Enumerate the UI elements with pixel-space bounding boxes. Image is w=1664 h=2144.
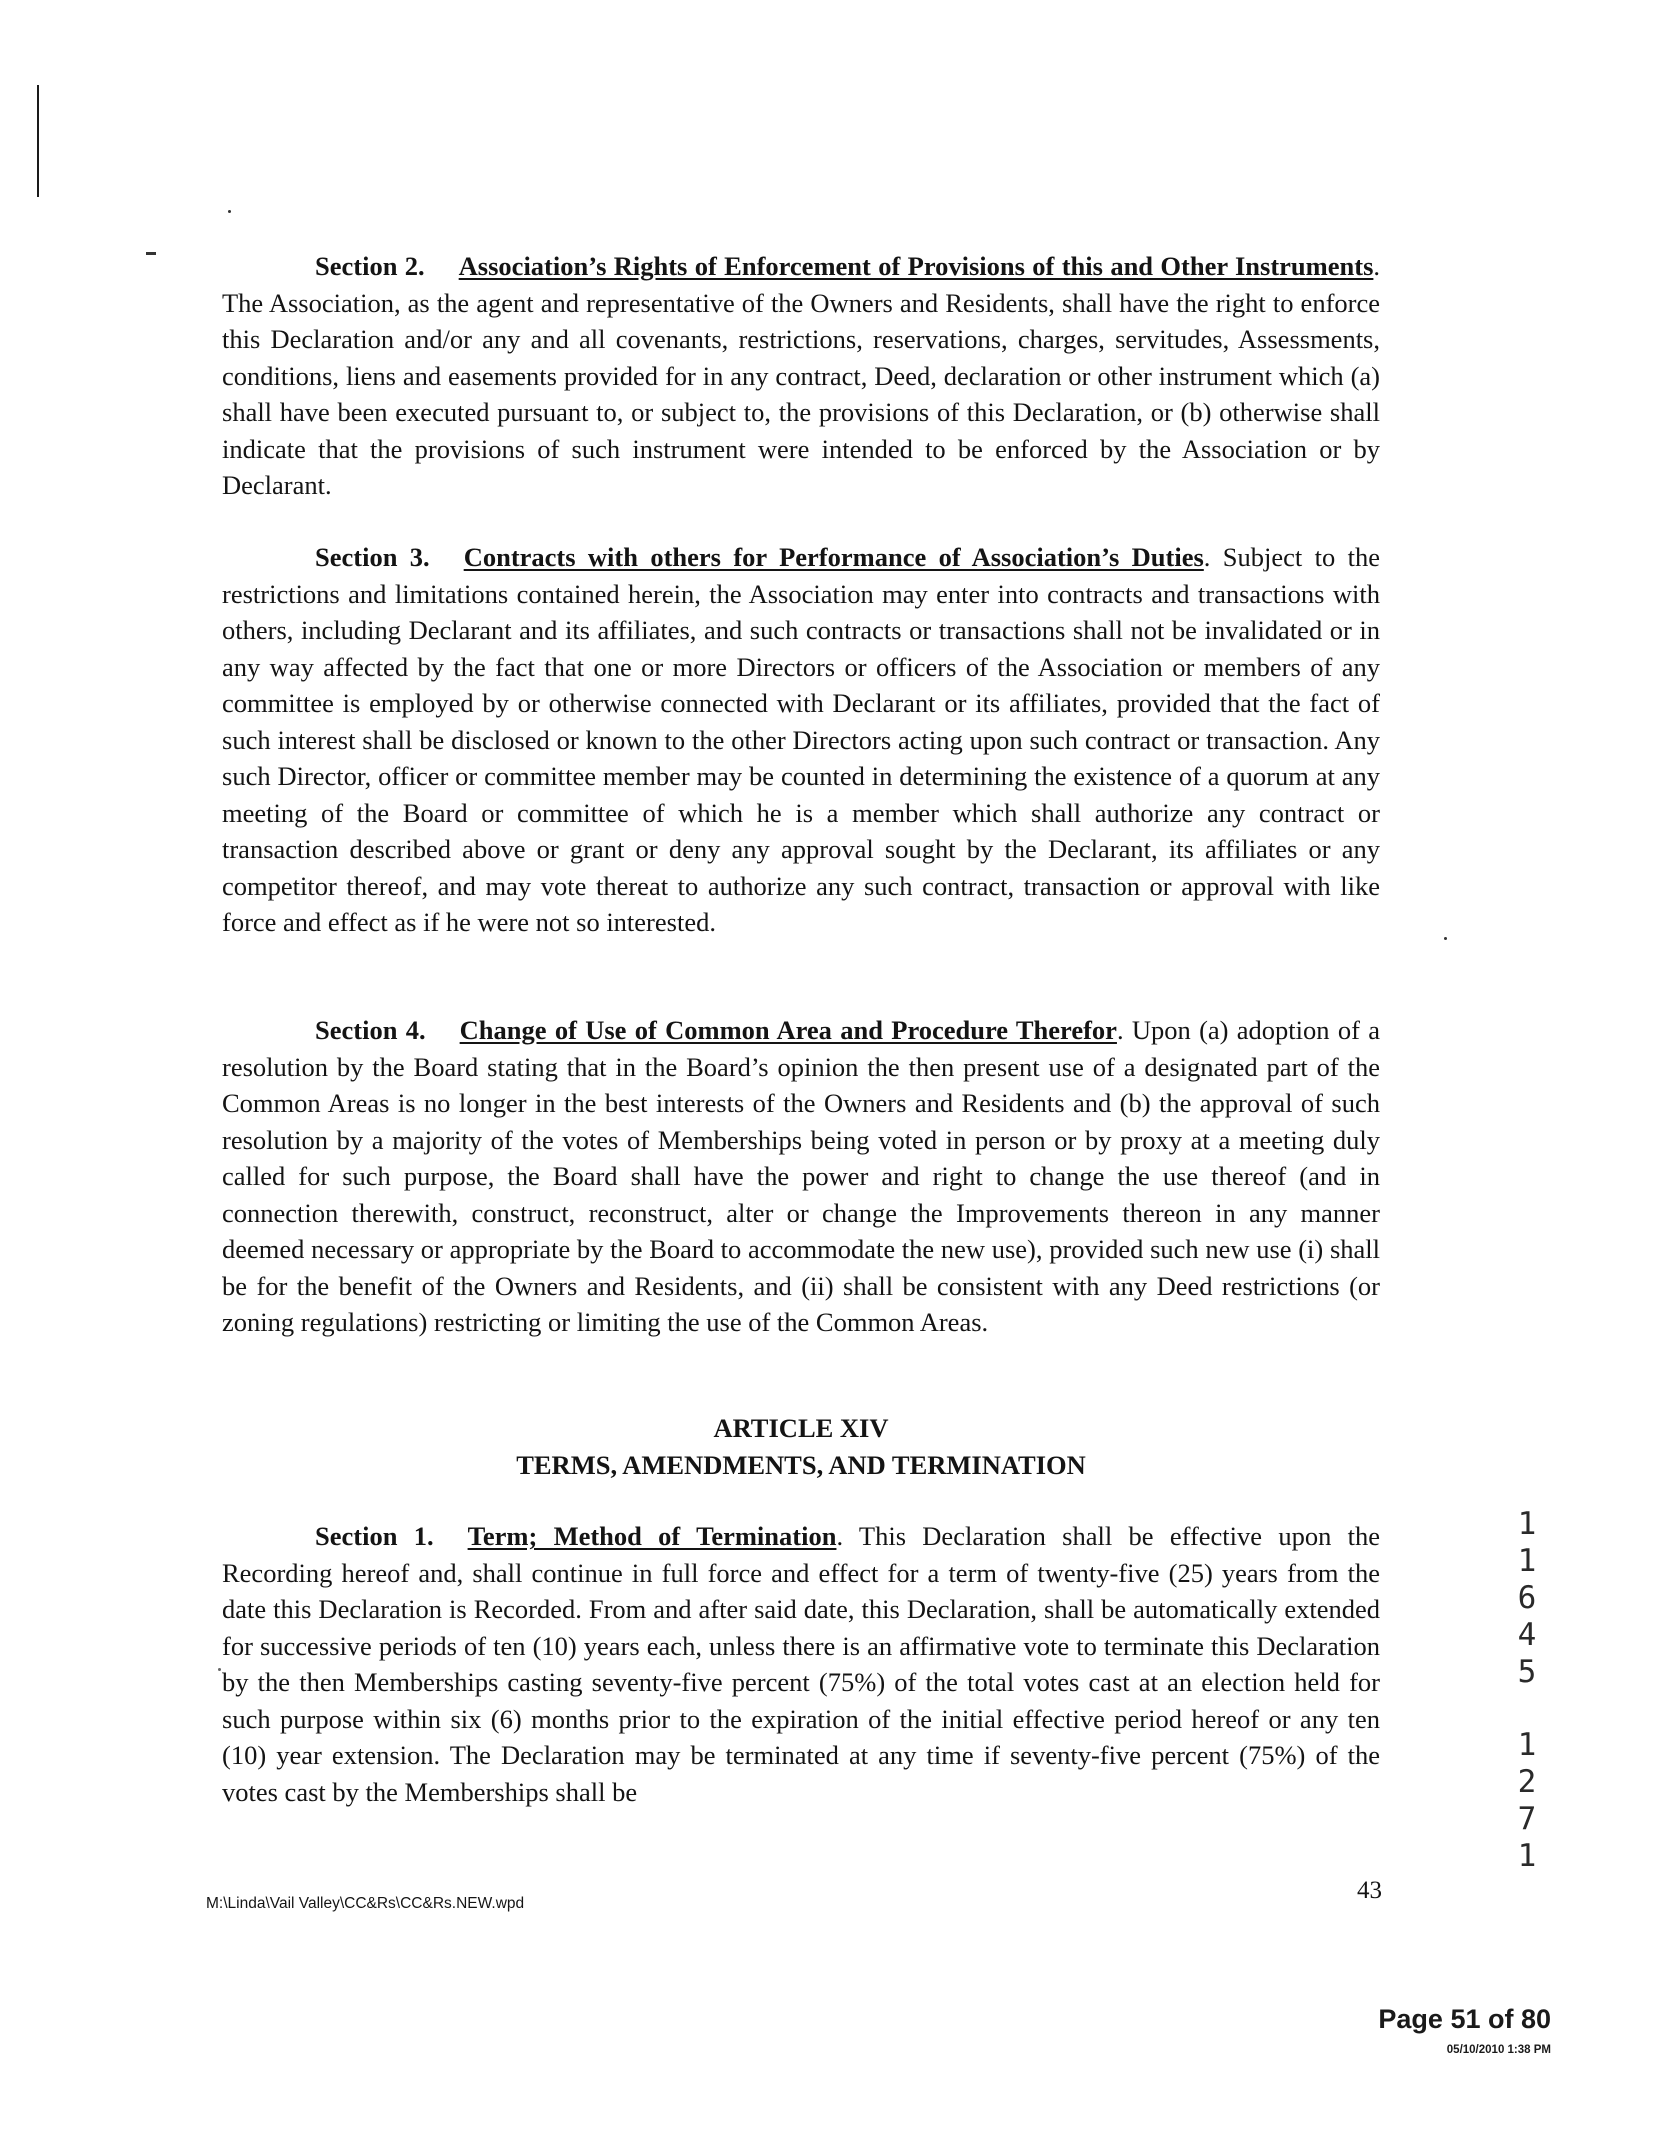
- recording-digit: 7: [1517, 1801, 1537, 1837]
- section-text: . The Association, as the agent and representative of the Owners and Residents, shall have the right to enforce this Declaration and/or any and all covenants, restrictions, reservations, charges, servitudes, Assessments, conditions, liens and easements provided for in any contract, Deed, declaration or other instrument which (a) shall have been executed pursuant to, or subject to, the provisions of this Declaration, or (b) otherwise shall indicate that the provisions of such instrument were intended to be enforced by the Association or by Declarant.: [222, 251, 1381, 500]
- section-title: Contracts with others for Performance of Association’s Duties: [463, 542, 1204, 572]
- recording-digit: 1: [1517, 1727, 1537, 1763]
- page-count-stamp: Page 51 of 80: [1378, 2004, 1551, 2034]
- footer-file-path: M:\Linda\Vail Valley\CC&Rs\CC&Rs.NEW.wpd: [206, 1895, 525, 1912]
- recording-digit: 1: [1517, 1506, 1537, 1542]
- section-text: . Upon (a) adoption of a resolution by the Board stating that in the Board’s opinion the then present use of a designated part of the Common Areas is no longer in the best interests of the Owners and Residents and (b) the approval of such resolution by a majority of the votes of Memberships being voted in person or by proxy at a meeting duly called for such purpose, the Board shall have the power and right to change the use thereof (and in connection therewith, construct, reconstruct, alter or change the Improvements thereon in any manner deemed necessary or appropriate by the Board to accommodate the new use), provided such new use (i) shall be for the benefit of the Owners and Residents, and (ii) shall be consistent with any Deed restrictions (or zoning regulations) restricting or limiting the use of the Common Areas.: [222, 1015, 1380, 1337]
- section-3: [222, 539, 1380, 941]
- scan-speck: [218, 1668, 221, 1671]
- recording-digit: 2: [1517, 1764, 1537, 1800]
- article-section-1: [222, 1518, 1380, 1810]
- scan-speck: [1444, 937, 1447, 940]
- scan-speck: [146, 252, 156, 255]
- recording-digit: 1: [1517, 1838, 1537, 1874]
- article-number: ARTICLE XIV: [713, 1413, 889, 1443]
- article-title: TERMS, AMENDMENTS, AND TERMINATION: [516, 1450, 1086, 1480]
- scan-margin-mark: [37, 85, 39, 197]
- footer-page-number: 43: [1357, 1877, 1382, 1904]
- section-2: [222, 248, 1380, 504]
- digit-gap: [1512, 1691, 1542, 1727]
- section-title: Change of Use of Common Area and Procedure Therefor: [459, 1015, 1117, 1045]
- section-title: Association’s Rights of Enforcement of Provisions of this and Other Instruments: [458, 251, 1374, 281]
- scan-speck: [228, 210, 231, 213]
- section-text: . This Declaration shall be effective upon the Recording hereof and, shall continue in full force and effect for a term of twenty-five (25) years from the date this Declaration is Recorded. From and after said date, this Declaration, shall be automatically extended for successive periods of ten (10) years each, unless there is an affirmative vote to terminate this Declaration by the then Memberships casting seventy-five percent (75%) of the total votes cast at an election held for such purpose within six (6) months prior to the expiration of the initial effective period hereof or any ten (10) year extension. The Declaration may be terminated at any time if seventy-five percent (75%) of the votes cast by the Memberships shall be: [222, 1521, 1380, 1807]
- recording-digit: 6: [1517, 1580, 1537, 1616]
- section-number: Section 4.: [315, 1015, 426, 1045]
- section-title: Term; Method of Termination: [467, 1521, 837, 1551]
- section-number: Section 1.: [315, 1521, 434, 1551]
- recording-number-vertical: [1512, 1506, 1542, 1875]
- section-number: Section 2.: [315, 251, 425, 281]
- recording-digit: 5: [1517, 1654, 1537, 1690]
- stamp-datetime: 05/10/2010 1:38 PM: [1446, 2044, 1551, 2056]
- recording-digit: 1: [1517, 1543, 1537, 1579]
- section-number: Section 3.: [315, 542, 430, 572]
- section-text: . Subject to the restrictions and limitations contained herein, the Association may enter into contracts and transactions with others, including Declarant and its affiliates, and such contracts or transactions shall not be invalidated or in any way affected by the fact that one or more Directors or officers of the Association or members of any committee is employed by or otherwise connected with Declarant or its affiliates, provided that the fact of such interest shall be disclosed or known to the other Directors acting upon such contract or transaction. Any such Director, officer or committee member may be counted in determining the existence of a quorum at any meeting of the Board or committee of which he is a member which shall authorize any contract or transaction described above or grant or deny any approval sought by the Declarant, its affiliates or any competitor thereof, and may vote thereat to authorize any such contract, transaction or approval with like force and effect as if he were not so interested.: [222, 542, 1380, 937]
- recording-digit: 4: [1517, 1617, 1537, 1653]
- section-4: [222, 1012, 1380, 1341]
